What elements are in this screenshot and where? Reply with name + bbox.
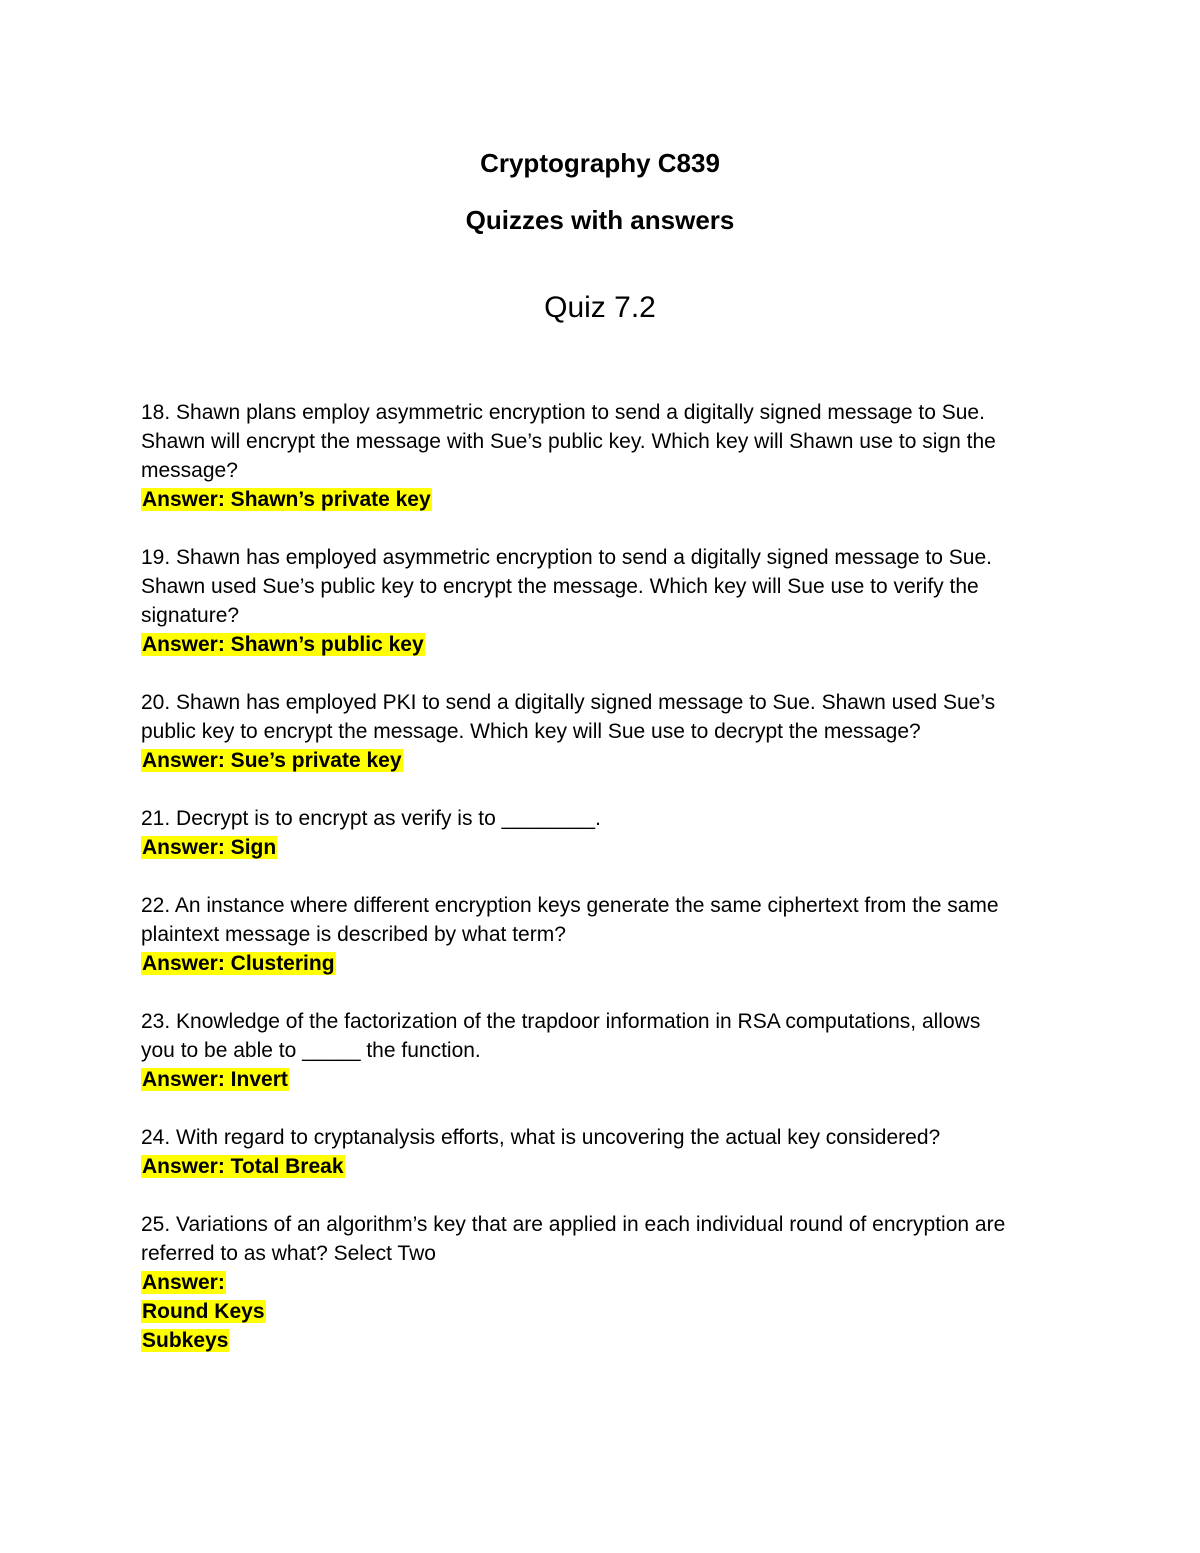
- answer-line: [141, 1152, 1051, 1181]
- answer-text: Answer:: [142, 1271, 225, 1294]
- answer-text: Answer: Shawn’s public key: [142, 633, 424, 656]
- question-block-20: [141, 688, 1051, 775]
- question-line: 24. With regard to cryptanalysis efforts, what is uncovering the actual key considered?: [141, 1126, 941, 1149]
- answer-text: Answer: Total Break: [142, 1155, 344, 1178]
- answer-line: [141, 949, 1051, 978]
- answer-text: Answer: Sue’s private key: [142, 749, 402, 772]
- question-line: Shawn will encrypt the message with Sue’s public key. Which key will Shawn use to sign the: [141, 430, 996, 453]
- question-line: plaintext message is described by what term?: [141, 923, 566, 946]
- answer-text: Answer: Clustering: [142, 952, 335, 975]
- document-subtitle: Quizzes with answers: [465, 205, 735, 235]
- question-line: message?: [141, 459, 238, 482]
- quiz-heading: Quiz 7.2: [544, 291, 656, 324]
- question-line: signature?: [141, 604, 240, 627]
- answer-text: Answer: Invert: [142, 1068, 288, 1091]
- answer-text: Answer: Shawn’s private key: [142, 488, 431, 511]
- question-block-23: [141, 1007, 1051, 1094]
- answer-line: [141, 1297, 1051, 1326]
- question-line: 21. Decrypt is to encrypt as verify is to ________.: [141, 807, 601, 830]
- question-line: 25. Variations of an algorithm’s key that are applied in each individual round of encryption are: [141, 1213, 1006, 1236]
- question-line: you to be able to _____ the function.: [141, 1039, 481, 1062]
- answer-line: [141, 1065, 1051, 1094]
- answer-line: [141, 833, 1051, 862]
- answer-line: [141, 1326, 1051, 1355]
- question-block-18: [141, 398, 1051, 514]
- answer-line: [141, 630, 1051, 659]
- question-line: 18. Shawn plans employ asymmetric encryption to send a digitally signed message to Sue.: [141, 401, 985, 424]
- question-block-19: [141, 543, 1051, 659]
- questions-list: [141, 398, 1051, 1384]
- answer-line: [141, 485, 1051, 514]
- document-title: Cryptography C839: [480, 148, 720, 178]
- question-block-24: [141, 1123, 1051, 1181]
- answer-text: Answer: Sign: [142, 836, 277, 859]
- answer-line: [141, 1268, 1051, 1297]
- question-line: 20. Shawn has employed PKI to send a digitally signed message to Sue. Shawn used Sue’s: [141, 691, 996, 714]
- question-block-25: [141, 1210, 1051, 1355]
- question-line: 19. Shawn has employed asymmetric encryption to send a digitally signed message to Sue.: [141, 546, 992, 569]
- answer-line: [141, 746, 1051, 775]
- question-line: public key to encrypt the message. Which key will Sue use to decrypt the message?: [141, 720, 921, 743]
- question-line: 23. Knowledge of the factorization of the trapdoor information in RSA computations, allows: [141, 1010, 981, 1033]
- question-line: 22. An instance where different encryption keys generate the same ciphertext from the same: [141, 894, 999, 917]
- question-line: Shawn used Sue’s public key to encrypt the message. Which key will Sue use to verify the: [141, 575, 979, 598]
- question-block-22: [141, 891, 1051, 978]
- question-block-21: [141, 804, 1051, 862]
- question-line: referred to as what? Select Two: [141, 1242, 436, 1265]
- answer-text: Round Keys: [142, 1300, 265, 1323]
- answer-text: Subkeys: [142, 1329, 229, 1352]
